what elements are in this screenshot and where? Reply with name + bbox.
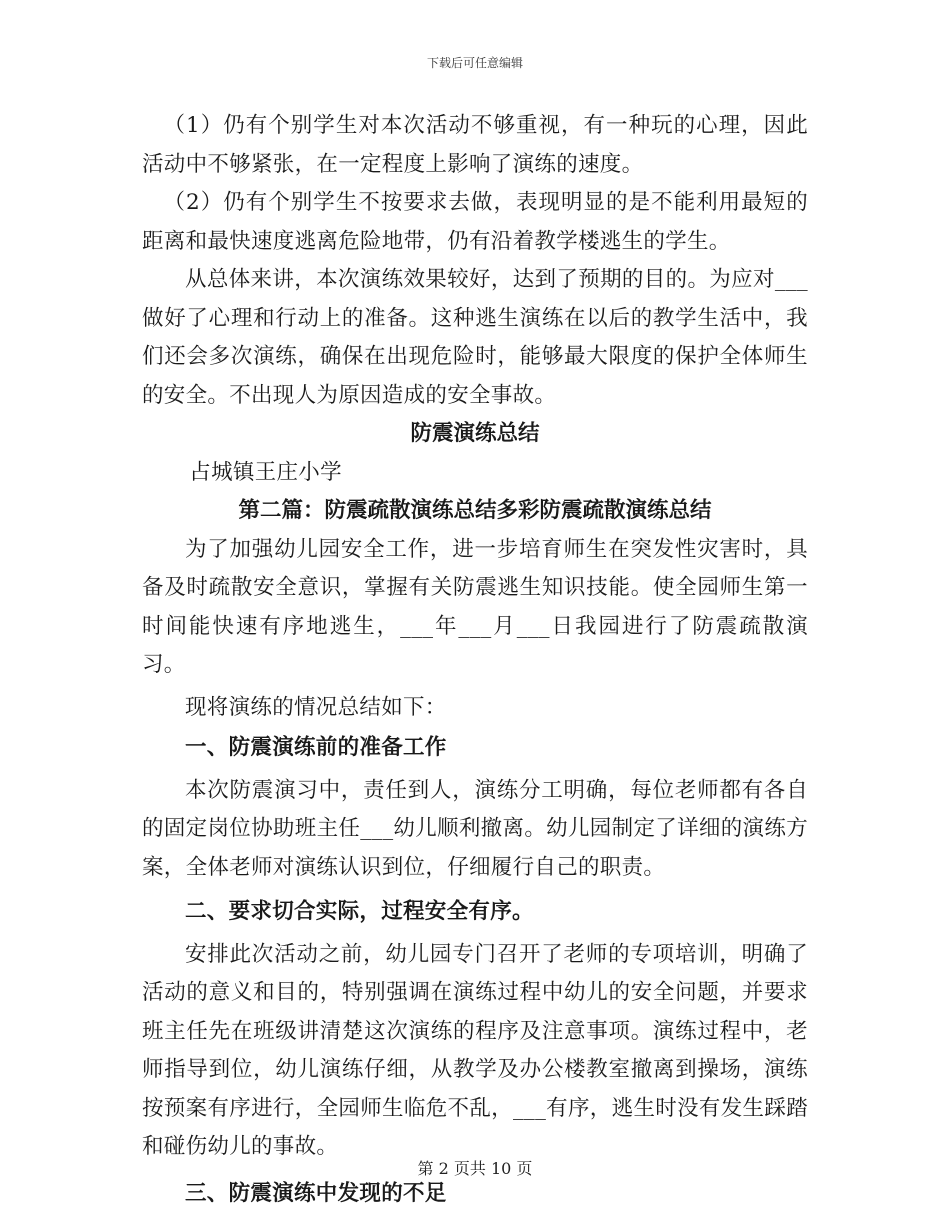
- document-body: [142, 107, 808, 1213]
- paragraph-2: （2）仍有个别学生不按要求去做，表现明显的是不能利用最短的距离和最快速度逃离危险地带，仍有沿着教学楼逃生的学生。: [142, 190, 808, 254]
- paragraph-1: （1）仍有个别学生对本次活动不够重视，有一种玩的心理，因此活动中不够紧张，在一定程度上影响了演练的速度。: [142, 113, 808, 177]
- school-name: 占城镇王庄小学: [189, 459, 342, 485]
- page-footer: 第 2 页共 10 页: [417, 1159, 533, 1178]
- paragraph-6: 本次防震演习中，责任到人，演练分工明确，每位老师都有各自的固定岗位协助班主任___幼儿顺利撤离。幼儿园制定了详细的演练方案，全体老师对演练认识到位，仔细履行自己的职责。: [142, 777, 808, 880]
- paragraph-7: 安排此次活动之前，幼儿园专门召开了老师的专项培训，明确了活动的意义和目的，特别强调在演练过程中幼儿的安全问题，并要求班主任先在班级讲清楚这次演练的程序及注意事项。演练过程中，老师指导到位，幼儿演练仔细，从教学及办公楼教室撤离到操场，演练按预案有序进行，全园师生临危不乱，___有序，逃生时没有发生踩踏和碰伤幼儿的事故。: [142, 941, 808, 1159]
- section-title-2: 第二篇：防震疏散演练总结多彩防震疏散演练总结: [238, 498, 712, 523]
- section-title-1: 防震演练总结: [410, 421, 540, 446]
- paragraph-3: 从总体来讲，本次演练效果较好，达到了预期的目的。为应对___做好了心理和行动上的准备。这种逃生演练在以后的教学生活中，我们还会多次演练，确保在出现危险时，能够最大限度的保护全体师生的安全。不出现人为原因造成的安全事故。: [142, 267, 808, 408]
- paragraph-5: 现将演练的情况总结如下：: [185, 694, 447, 720]
- paragraph-4: 为了加强幼儿园安全工作，进一步培育师生在突发性灾害时，具备及时疏散安全意识，掌握有关防震逃生知识技能。使全园师生第一时间能快速有序地逃生，___年___月___日我园进行了防震疏散演习。: [142, 536, 808, 677]
- page-header: 下载后可任意编辑: [426, 56, 523, 70]
- heading-1: 一、防震演练前的准备工作: [185, 735, 447, 760]
- heading-2: 二、要求切合实际，过程安全有序。: [185, 899, 534, 924]
- heading-3: 三、防震演练中发现的不足: [185, 1180, 447, 1206]
